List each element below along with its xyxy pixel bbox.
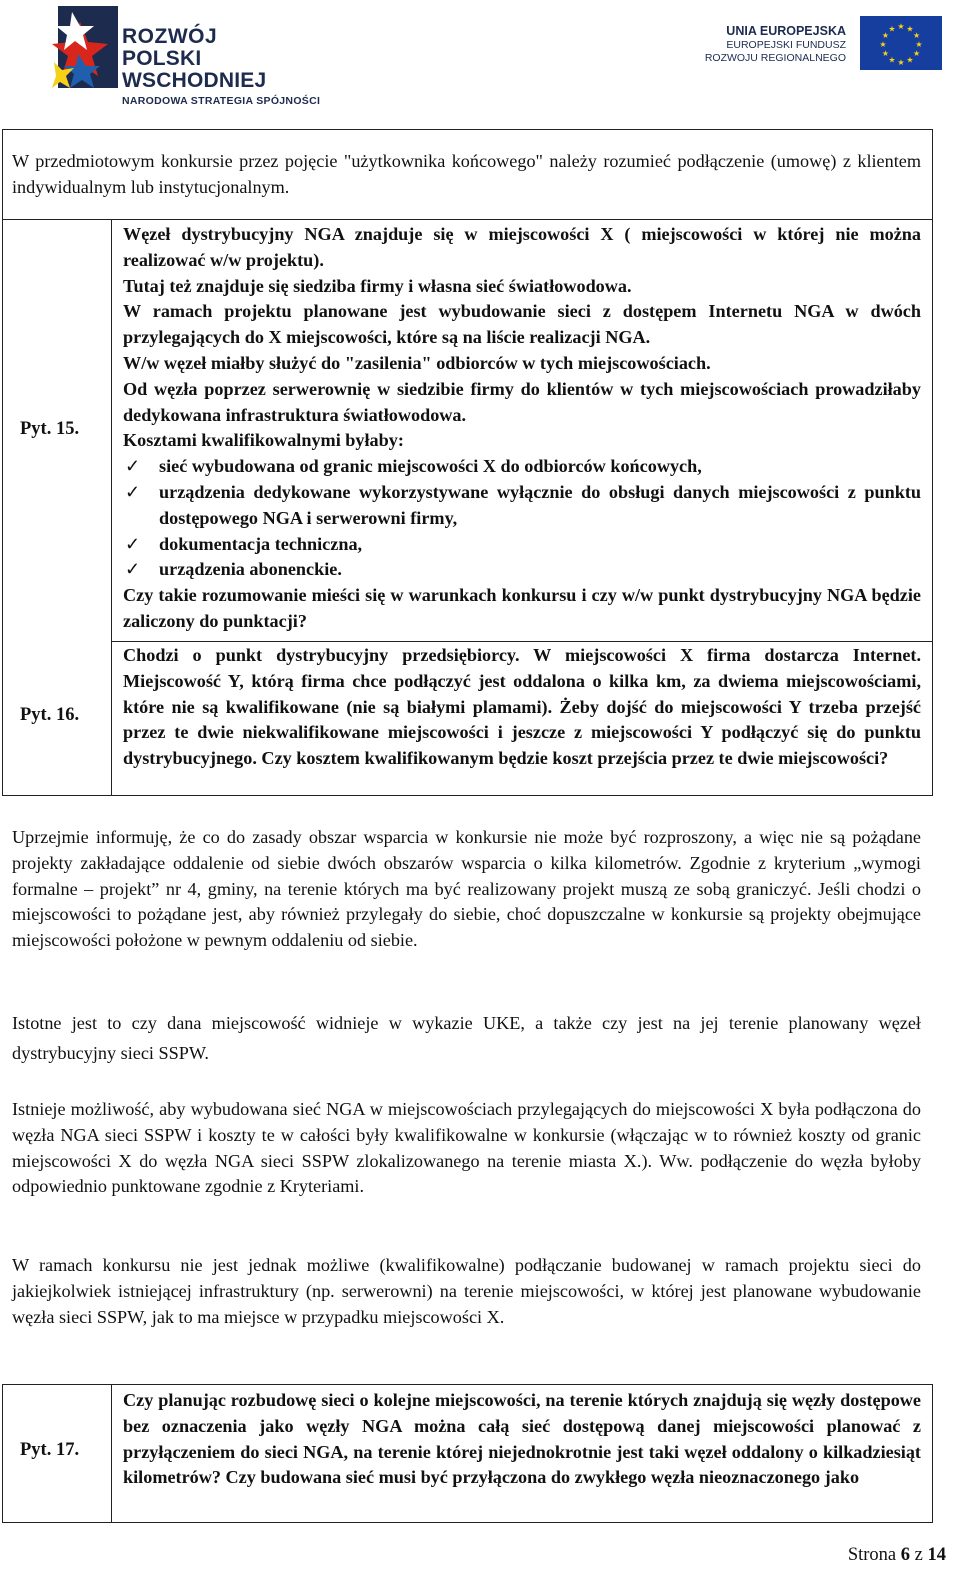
- page-number: [848, 1545, 946, 1566]
- svg-text:★: ★: [913, 31, 921, 40]
- answer-paragraph-4: W ramach konkursu nie jest jednak możliwe (kwalifikowalne) podłączanie budowanej w ramach projektu sieci do jakiejkolwiek istniejącej infrastruktury (np. serwerowni) na terenie miejscowości, w której jest planowane wybudowanie węzła sieci SSPW, jak to ma miejsce w przypadku miejscowości X.: [12, 1255, 921, 1327]
- table-right-border: [932, 129, 933, 796]
- column-divider: [111, 219, 112, 796]
- checklist-item: [123, 480, 921, 532]
- svg-text:★: ★: [897, 58, 905, 67]
- checklist-item-text: urządzenia abonenckie.: [159, 559, 342, 580]
- table-top-border: [2, 1384, 933, 1385]
- question-17-text: [123, 1388, 921, 1491]
- q16-paragraph: Chodzi o punkt dystrybucyjny przedsiębiorcy. W miejscowości X firma dostarcza Internet. Miejscowość Y, którą firma chce podłączyć jest oddalona o kilka km, za dwiema miejscowościami, które nie są kwalifikowane (nie są białymi plamami). Żeby dojść do miejscowości Y trzeba przejść przez te dwie niekwalifikowane miejscowości i jeszcze z miejscowości Y podłączyć się do punktu dystrybucyjnego. Czy kosztem kwalifikowanym będzie koszt przejścia przez te dwie miejscowości?: [123, 645, 921, 769]
- table-right-border: [932, 1384, 933, 1523]
- checkmark-icon: ✓: [125, 456, 141, 477]
- q15-line: W/w węzeł miałby służyć do "zasilenia" odbiorców w tych miejscowościach.: [123, 352, 711, 373]
- table-bottom-border: [2, 795, 933, 796]
- column-divider: [111, 1384, 112, 1523]
- star-emblem-icon: [50, 4, 122, 90]
- question-17-label: Pyt. 17.: [20, 1440, 80, 1460]
- q15-line: Tutaj też znajduje się siedziba firmy i własna sieć światłowodowa.: [123, 275, 632, 296]
- table-left-border: [2, 129, 3, 796]
- table-bottom-border: [2, 1522, 933, 1523]
- checkmark-icon: ✓: [125, 533, 141, 554]
- question-16-label: Pyt. 16.: [20, 705, 80, 725]
- q15-line: Od węzła poprzez serwerownię w siedzibie firmy do klientów w tych miejscowościach prowadziłaby dedykowana infrastruktura światłowodowa.: [123, 378, 921, 425]
- logo-title-line1: ROZWÓJ: [122, 25, 218, 48]
- row-divider: [2, 219, 933, 220]
- svg-text:★: ★: [897, 22, 905, 31]
- checklist-item: [123, 532, 921, 558]
- table-left-border: [2, 1384, 3, 1523]
- checklist-item-text: dokumentacja techniczna,: [159, 533, 363, 554]
- q15-line: W ramach projektu planowane jest wybudowanie sieci z dostępem Internetu NGA w dwóch przylegających do X miejscowości, które są na liście realizacji NGA.: [123, 301, 921, 348]
- eu-logo-line1: UNIA EUROPEJSKA: [726, 24, 846, 38]
- q17-paragraph: Czy planując rozbudowę sieci o kolejne miejscowości, na terenie których znajdują się węzły dostępowe bez oznaczenia jako węzły NGA można całą sieć dostępową danej miejscowości planować z przyłączeniem do sieci NGA, na terenie której niejednokrotnie jest taki węzeł oddalony o kilkadziesiąt kilometrów? Czy budowana sieć musi być przyłączona do zwykłego węzła nieoznaczonego jako: [123, 1390, 921, 1488]
- svg-text:★: ★: [906, 55, 914, 65]
- question-16-text: [123, 643, 921, 772]
- page-number-prefix: Strona: [847, 1545, 901, 1565]
- svg-text:★: ★: [888, 24, 896, 34]
- svg-text:★: ★: [881, 49, 889, 58]
- answer-paragraph-1: Uprzejmie informuję, że co do zasady obszar wsparcia w konkursie nie może być rozproszony, a więc nie są pożądane projekty zakładające oddalenie od siebie dwóch obszarów wsparcia o kilka kilometrów. Zgodnie z kryterium „wymogi formalne – projekt” nr 4, gminy, na terenie których ma być realizowany projekt muszą ze sobą graniczyć. Jeśli chodzi o miejscowości to pożądane jest, aby również przylegały do siebie, choć dopuszczalne w konkursie są projekty obejmujące miejscowości położone w pewnym oddaleniu od siebie.: [12, 827, 921, 951]
- logo-subtitle: NARODOWA STRATEGIA SPÓJNOŚCI: [122, 95, 321, 107]
- checkmark-icon: ✓: [125, 559, 141, 580]
- table-top-border: [2, 129, 933, 130]
- rozwoj-polski-wschodniej-logo: [50, 4, 350, 107]
- svg-text:★: ★: [881, 31, 889, 40]
- svg-text:★: ★: [906, 24, 914, 34]
- question-15-text: [123, 222, 921, 635]
- total-pages: 14: [927, 1545, 946, 1565]
- answer-paragraph-3: Istnieje możliwość, aby wybudowana sieć NGA w miejscowościach przylegających do miejscowości X była podłączona do węzła NGA sieci SSPW i koszty te w całości były kwalifikowalne w konkursie (włączając w to również koszty od granic miejscowości X do węzła NGA sieci SSPW zlokalizowanego na terenie miasta X.). Ww. podłączenie do węzła byłoby odpowiednio punktowane zgodnie z Kryteriami.: [12, 1099, 921, 1197]
- intro-text: [12, 149, 921, 201]
- intro-paragraph: W przedmiotowym konkursie przez pojęcie "użytkownika końcowego" należy rozumieć podłączenie (umowę) z klientem indywidualnym lub instytucjonalnym.: [12, 151, 921, 197]
- q15-line: Kosztami kwalifikowalnymi byłaby:: [123, 430, 404, 451]
- eu-logo-line2: EUROPEJSKI FUNDUSZ: [726, 39, 846, 51]
- svg-text:★: ★: [879, 40, 887, 49]
- current-page: 6: [900, 1545, 911, 1565]
- checkmark-icon: ✓: [125, 481, 141, 502]
- question-15-label: Pyt. 15.: [20, 419, 80, 439]
- svg-text:★: ★: [888, 55, 896, 65]
- q15-question: Czy takie rozumowanie mieści się w warunkach konkursu i czy w/w punkt dystrybucyjny NGA będzie zaliczony do punktacji?: [123, 585, 921, 631]
- answer-paragraph-2: Istotne jest to czy dana miejscowość widnieje w wykazie UKE, a także czy jest na jej terenie planowany węzeł dystrybucyjny sieci SSPW.: [12, 1013, 921, 1063]
- eu-logo-line3: ROZWOJU REGIONALNEGO: [704, 52, 846, 64]
- checklist-item-text: sieć wybudowana od granic miejscowości X do odbiorców końcowych,: [159, 456, 702, 477]
- checklist-item: [123, 454, 921, 480]
- svg-text:★: ★: [913, 49, 921, 58]
- checklist-item-text: urządzenia dedykowane wykorzystywane wyłącznie do obsługi danych miejscowości z punktu dostępowego NGA i serwerowni firmy,: [159, 481, 921, 528]
- q15-line: Węzeł dystrybucyjny NGA znajduje się w miejscowości X ( miejscowości w której nie można realizować w/w projektu).: [123, 224, 921, 270]
- svg-text:★: ★: [915, 40, 923, 49]
- page-header: [0, 0, 960, 107]
- page-number-middle: z: [910, 1545, 928, 1565]
- row-divider: [111, 641, 933, 642]
- logo-title-line2: POLSKI WSCHODNIEJ: [122, 47, 267, 92]
- eu-logo: [704, 16, 944, 74]
- checklist-item: [123, 557, 921, 583]
- eu-flag-icon: [860, 16, 942, 70]
